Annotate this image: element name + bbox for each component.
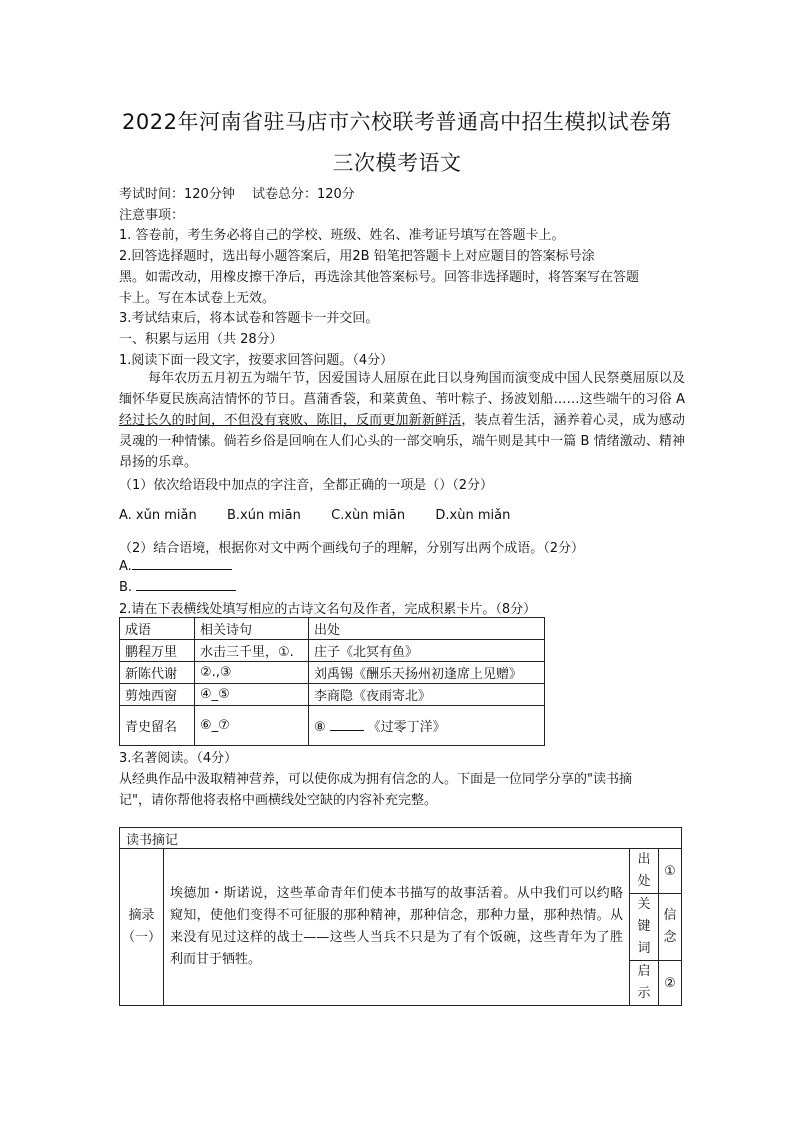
passage-text: 每年农历五月初五为端午节，因爱国诗人屈原在此日以身殉国而演变成中国人民祭奠屈原以及缅怀华夏民族高洁情怀的节日。菖蒲香袋，和菜黄鱼、苇叶粽子、扬波划船……这些端午的习俗 A — [119, 371, 685, 407]
insight-answer-blank[interactable]: ② — [659, 961, 682, 1006]
table-cell: ②.,③ — [195, 662, 309, 684]
reading-notes-table — [119, 827, 682, 1006]
table-cell: 庄子《北冥有鱼》 — [309, 640, 545, 662]
notice-item: 1. 答卷前，考生务必将自己的学校、班级、姓名、准考证号填写在答题卡上。 — [119, 228, 565, 243]
notice-item: 黑。如需改动，用橡皮擦干净后，再选涂其他答案标号。回答非选择题时，将答案写在答题 — [119, 270, 640, 285]
table-row — [120, 706, 545, 746]
source-answer-blank[interactable]: ① — [659, 849, 682, 894]
source-number: ⑧ — [314, 720, 326, 735]
question-3-stem: 3.名著阅读。（4分） — [119, 751, 238, 766]
question-3-intro: 记"，请你帮他将表格中画横线处空缺的内容补充完整。 — [119, 793, 437, 808]
underlined-sentence-a: 经过长久的时间，不但没有衰败、陈旧，反而更加新新鲜活 — [119, 413, 462, 428]
table-cell: 水击三千里，①. — [195, 640, 309, 662]
question-1-stem: 1.阅读下面一段文字，按要求回答问题。（4分） — [119, 353, 394, 368]
accumulation-card-table — [119, 617, 545, 746]
option-b[interactable]: B.xún miān — [227, 508, 301, 523]
keyword-value: 信念 — [659, 894, 682, 961]
answer-line-a — [119, 557, 232, 574]
table-cell: ④_⑤ — [195, 684, 309, 706]
passage-text: ，装点着生活，涵养着心灵，成为感动灵魂的一种情愫。倘若乡俗是回响在人们心头的一部交响乐，端午则是其中一篇 B 情绪激动、精神昂扬的乐章。 — [119, 413, 685, 470]
table-row — [120, 662, 545, 684]
table-row — [120, 684, 545, 706]
table-cell: 李商隐《夜雨寄北》 — [309, 684, 545, 706]
page-title-line-1: 2022年河南省驻马店市六校联考普通高中招生模拟试卷第 — [122, 110, 672, 134]
table-header: 成语 — [120, 618, 195, 640]
notice-item: 2.回答选择题时，选出每小题答案后，用2B 铅笔把答题卡上对应题目的答案标号涂 — [119, 249, 595, 264]
section-heading: 一、积累与运用（共 28分） — [119, 332, 283, 347]
option-a[interactable]: A. xǔn miǎn — [119, 508, 197, 523]
field-source-label: 出处 — [630, 849, 659, 894]
field-keyword-label: 关键词 — [630, 894, 659, 961]
field-insight-label: 启示 — [630, 961, 659, 1006]
author-blank[interactable] — [330, 718, 364, 731]
option-d[interactable]: D.xùn miǎn — [435, 508, 511, 523]
answer-line-b — [119, 578, 236, 595]
source-title: 《过零丁洋》 — [367, 720, 446, 735]
answer-blank-a[interactable] — [132, 557, 232, 570]
table-row — [120, 640, 545, 662]
answer-blank-b[interactable] — [136, 578, 236, 591]
table-header: 出处 — [309, 618, 545, 640]
notice-item: 3.考试结束后，将本试卷和答题卡一并交回。 — [119, 311, 379, 326]
notice-title: 注意事项： — [119, 208, 185, 223]
notice-item: 卡上。写在本试卷上无效。 — [119, 291, 276, 306]
table-cell: 新陈代谢 — [120, 662, 195, 684]
table-cell — [309, 706, 545, 746]
table-header-row — [120, 618, 545, 640]
question-1-sub-2: （2）结合语境，根据你对文中两个画线句子的理解，分别写出两个成语。（2分） — [119, 541, 585, 556]
question-1-sub-1: （1）依次给语段中加点的字注音，全都正确的一项是（）（2分） — [119, 478, 494, 493]
table-cell: ⑥_⑦ — [195, 706, 309, 746]
option-c[interactable]: C.xùn miān — [331, 508, 406, 523]
answer-options — [119, 508, 510, 523]
table-cell: 刘禹锡《酬乐天扬州初逢席上见赠》 — [309, 662, 545, 684]
excerpt-row-label: 摘录（一） — [120, 849, 164, 1006]
question-3-intro: 从经典作品中汲取精神营养，可以使你成为拥有信念的人。下面是一位同学分享的"读书摘 — [119, 772, 632, 787]
question-2-stem: 2.请在下表横线处填写相应的古诗文名句及作者，完成积累卡片。（8分） — [119, 602, 537, 617]
table-cell: 鹏程万里 — [120, 640, 195, 662]
table-header: 相关诗句 — [195, 618, 309, 640]
answer-label-b: B. — [119, 580, 133, 595]
page-title-line-2: 三次模考语文 — [332, 151, 462, 175]
answer-label-a: A. — [119, 559, 132, 574]
excerpt-text: 埃德加・斯诺说，这些革命青年们使本书描写的故事活着。从中我们可以约略窥知，使他们变得不可征服的那种精神，那种信念，那种力量，那种热情。从来没有见过这样的战士——这些人当兵不只是为了有个饭碗，这些青年为了胜利而甘于牺牲。 — [164, 849, 630, 1006]
table-cell: 青史留名 — [120, 706, 195, 746]
table-cell: 剪烛西窗 — [120, 684, 195, 706]
exam-info: 考试时间：120分钟 试卷总分：120分 — [119, 187, 355, 202]
reading-notes-title: 读书摘记 — [120, 828, 682, 849]
question-1-passage — [119, 368, 685, 473]
